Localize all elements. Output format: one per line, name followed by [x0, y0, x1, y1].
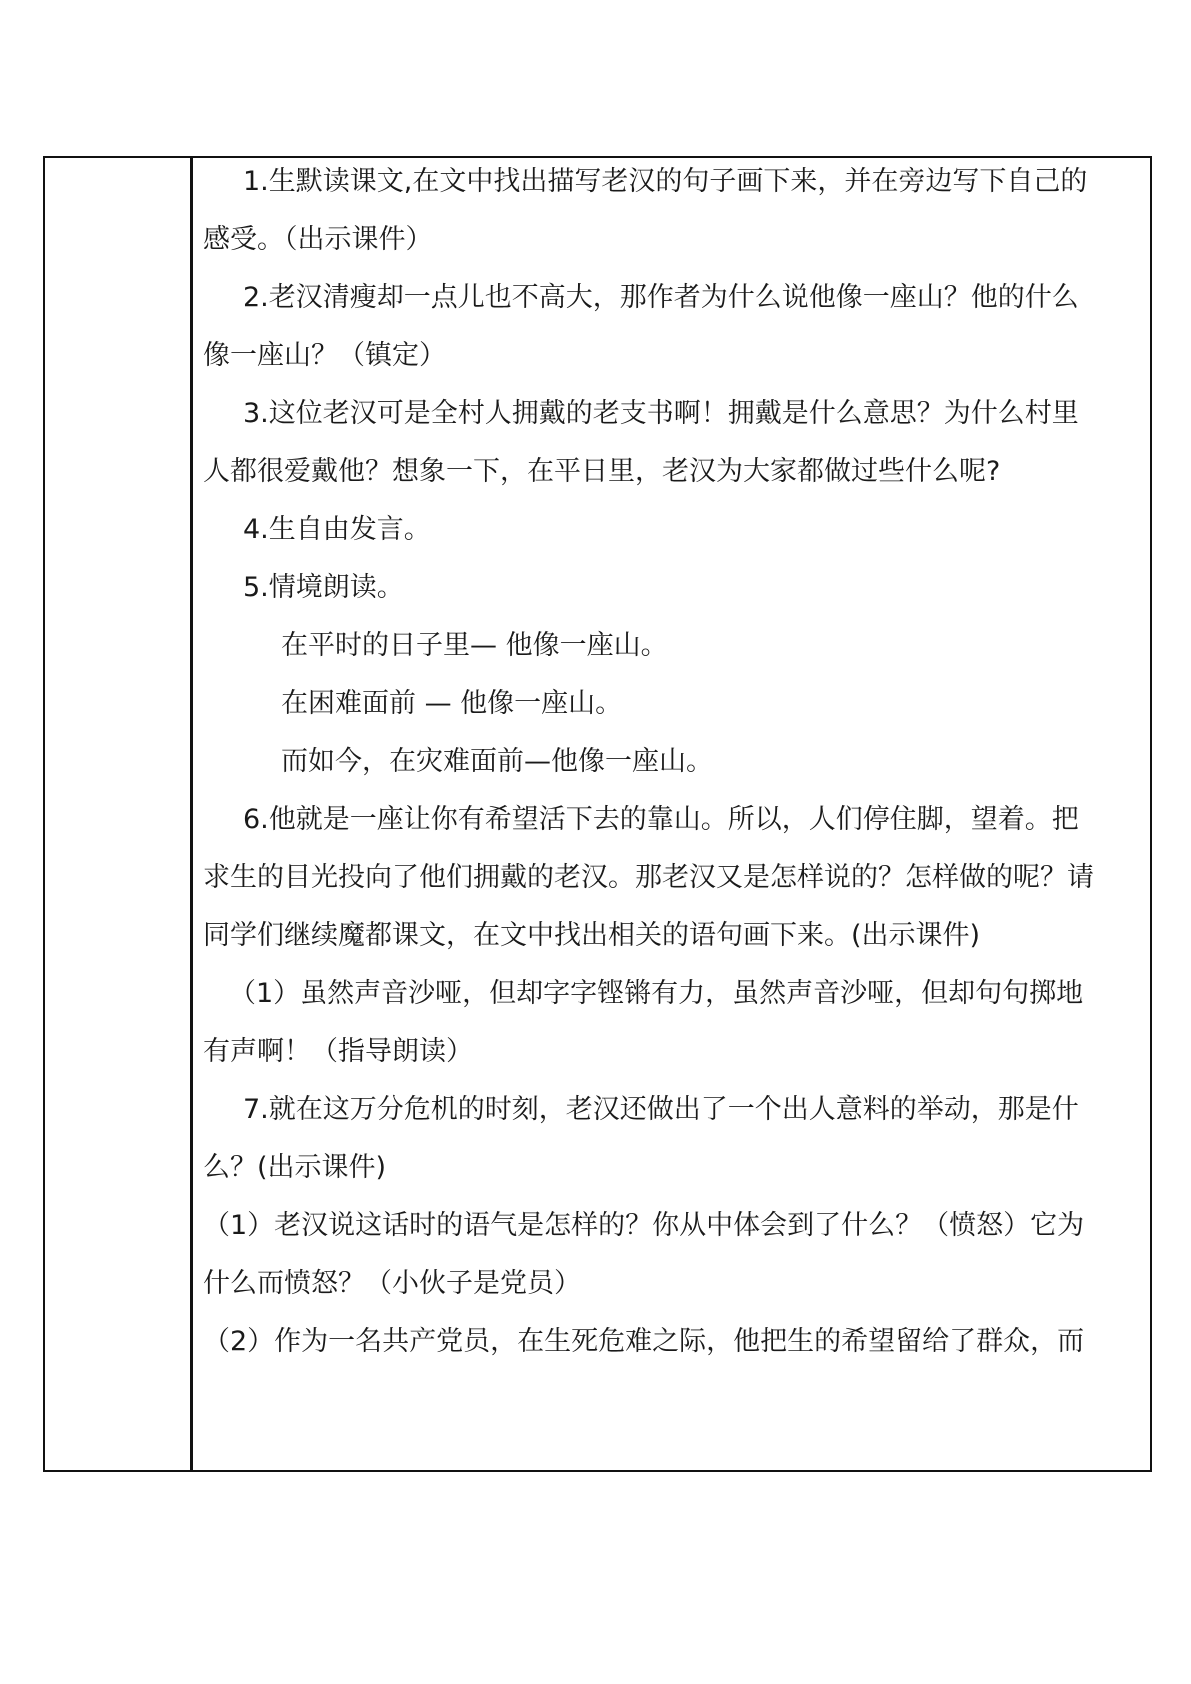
text-line-12: 6.他就是一座让你有希望活下去的靠山。所以，人们停住脚，望着。把 [243, 804, 1079, 835]
text-line-9: 在平时的日子里— 他像一座山。 [281, 630, 668, 661]
lesson-table [43, 156, 1152, 1472]
text-line-2: 感受。（出示课件） [203, 224, 433, 255]
text-line-18: 么？(出示课件) [203, 1152, 387, 1183]
text-line-4: 像一座山？（镇定） [203, 340, 446, 371]
text-line-20: 什么而愤怒？（小伙子是党员） [203, 1268, 581, 1299]
text-line-14: 同学们继续魔都课文，在文中找出相关的语句画下来。(出示课件) [203, 920, 981, 951]
text-line-16: 有声啊！（指导朗读） [203, 1036, 473, 1067]
text-line-7: 4.生自由发言。 [243, 514, 431, 545]
text-line-15: （1）虽然声音沙哑，但却字字铿锵有力，虽然声音沙哑，但却句句掷地 [229, 978, 1084, 1009]
text-line-19: （1）老汉说这话时的语气是怎样的？你从中体会到了什么？（愤怒）它为 [203, 1210, 1085, 1241]
text-line-3: 2.老汉清瘦却一点儿也不高大，那作者为什么说他像一座山？他的什么 [243, 282, 1079, 313]
text-line-6: 人都很爱戴他？想象一下，在平日里，老汉为大家都做过些什么呢? [203, 456, 1001, 487]
text-line-8: 5.情境朗读。 [243, 572, 404, 603]
text-line-5: 3.这位老汉可是全村人拥戴的老支书啊！拥戴是什么意思？为什么村里 [243, 398, 1079, 429]
text-line-10: 在困难面前 — 他像一座山。 [281, 688, 623, 719]
text-line-17: 7.就在这万分危机的时刻，老汉还做出了一个出人意料的举动，那是什 [243, 1094, 1079, 1125]
table-left-cell [45, 158, 192, 1470]
text-line-1: 1.生默读课文,在文中找出描写老汉的句子画下来，并在旁边写下自己的 [243, 166, 1088, 197]
table-content-cell [192, 158, 1150, 1470]
text-line-13: 求生的目光投向了他们拥戴的老汉。那老汉又是怎样说的？怎样做的呢？请 [203, 862, 1094, 893]
text-line-21: （2）作为一名共产党员，在生死危难之际，他把生的希望留给了群众，而 [203, 1326, 1085, 1357]
text-line-11: 而如今，在灾难面前—他像一座山。 [281, 746, 713, 777]
